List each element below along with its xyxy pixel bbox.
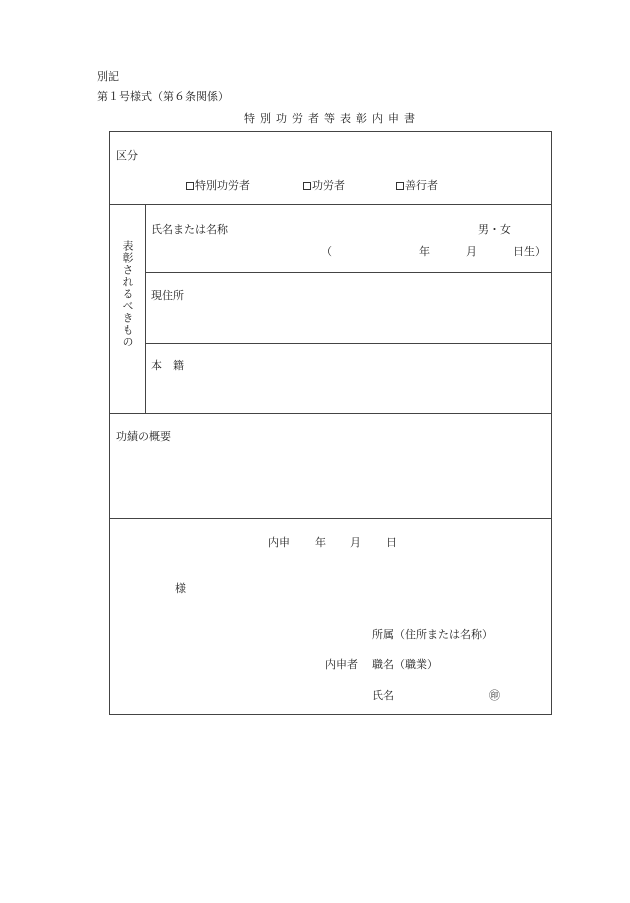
gender-field[interactable]: 男・女 [478,223,511,236]
annex-label: 別記 [97,70,119,83]
divider-name [145,272,551,273]
name-label: 氏名または名称 [151,223,228,236]
divider-achievements [110,518,551,519]
submitter-name-label: 氏名 [372,689,394,702]
category-option-good-deed[interactable] [396,177,438,193]
submission-date-day: 日 [386,536,397,549]
submitter-label: 内申者 [325,658,358,671]
birth-year-label: 年 [419,245,430,258]
divider-side-label [145,204,146,413]
address-label: 現住所 [151,289,184,302]
divider-nominee [110,413,551,414]
addressee-suffix: 様 [175,582,186,595]
divider-address [145,343,551,344]
divider-category [110,204,551,205]
checkbox-merit[interactable] [303,182,311,190]
birth-month-label: 月 [466,245,477,258]
category-option-special-label: 特別功労者 [195,179,250,192]
page-title: 特別功労者等表彰内申書 [244,112,420,125]
submission-date-year: 年 [315,536,326,549]
birth-day-label: 日生） [513,245,546,258]
category-option-merit[interactable] [303,177,345,193]
position-label: 職名（職業） [372,658,438,671]
checkbox-special[interactable] [186,182,194,190]
achievements-label: 功績の概要 [116,430,171,443]
affiliation-label: 所属（住所または名称） [372,628,493,641]
nominee-side-label: 表彰されるべきもの [121,240,134,348]
submission-date-prefix: 内申 [268,536,290,549]
submission-date-month: 月 [350,536,361,549]
category-option-good-deed-label: 善行者 [405,179,438,192]
checkbox-good-deed[interactable] [396,182,404,190]
birth-open-paren: （ [321,245,332,258]
seal-mark: ㊞ [489,689,500,702]
category-label: 区分 [116,149,138,162]
form-number: 第１号様式（第６条関係） [97,90,229,103]
application-form [109,131,552,715]
category-option-special[interactable] [186,177,250,193]
category-option-merit-label: 功労者 [312,179,345,192]
domicile-label: 本 籍 [151,359,184,372]
